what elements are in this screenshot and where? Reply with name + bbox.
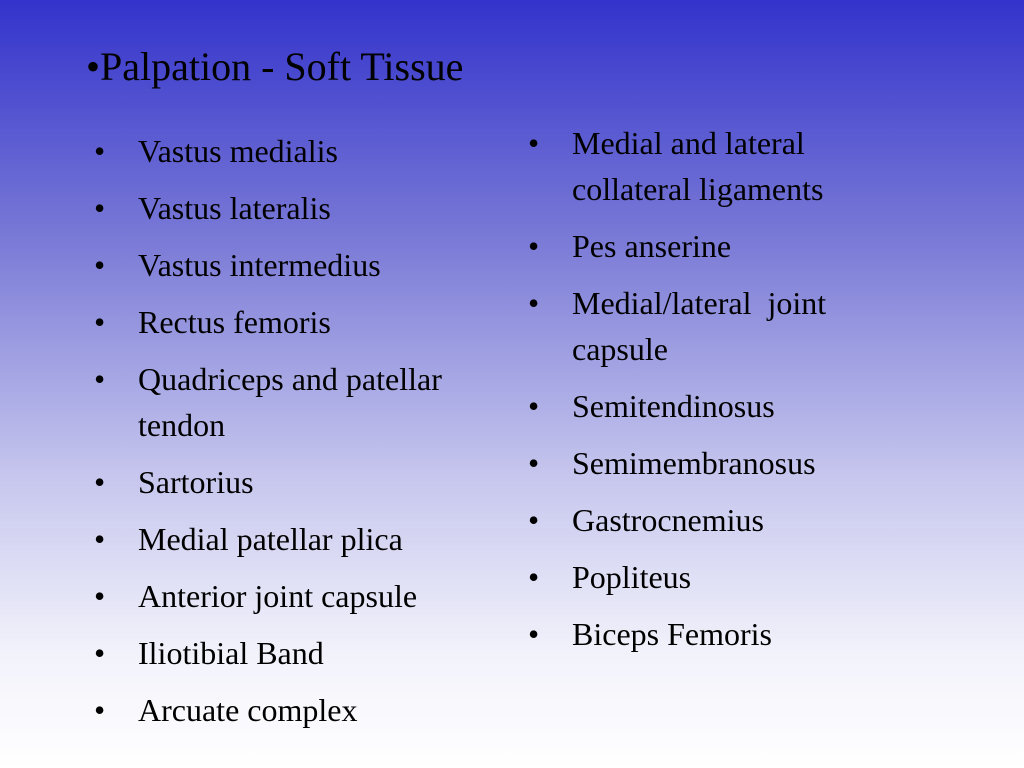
list-item <box>524 223 904 269</box>
list-item-text: Semimembranosus <box>572 445 816 481</box>
list-item-text: Medial and lateral collateral ligaments <box>572 125 824 207</box>
list-item-text: Medial patellar plica <box>138 521 403 557</box>
slide-title-text: Palpation - Soft Tissue <box>100 44 464 89</box>
list-item-text: Rectus femoris <box>138 304 331 340</box>
list-item-text: Anterior joint capsule <box>138 578 418 614</box>
slide-title <box>86 40 463 94</box>
bullet-icon: • <box>94 578 106 614</box>
list-item-text: Iliotibial Band <box>138 635 324 671</box>
bullet-icon: • <box>528 559 540 595</box>
list-item-text: Vastus medialis <box>138 133 338 169</box>
list-item <box>90 242 490 288</box>
list-item <box>90 459 490 505</box>
bullet-icon: • <box>528 125 540 161</box>
list-item <box>90 630 490 676</box>
list-item <box>524 440 904 486</box>
list-item <box>90 516 490 562</box>
list-item <box>524 497 904 543</box>
bullet-icon: • <box>94 304 106 340</box>
list-item-text: Vastus lateralis <box>138 190 331 226</box>
bullet-icon: • <box>528 616 540 652</box>
bullet-icon: • <box>528 445 540 481</box>
list-item <box>524 280 904 372</box>
bullet-icon: • <box>94 133 106 169</box>
list-item <box>524 120 904 212</box>
list-item <box>524 383 904 429</box>
bullet-icon: • <box>528 285 540 321</box>
list-item-text: Popliteus <box>572 559 692 595</box>
bullet-icon: • <box>94 521 106 557</box>
list-item <box>524 611 904 657</box>
list-item <box>90 356 490 448</box>
list-item <box>90 128 490 174</box>
list-item <box>524 554 904 600</box>
list-item <box>90 687 490 733</box>
bullet-icon: • <box>528 388 540 424</box>
list-item-text: Semitendinosus <box>572 388 775 424</box>
right-bullet-list <box>524 120 904 657</box>
list-item-text: Pes anserine <box>572 228 732 264</box>
list-item-text: Quadriceps and patellar tendon <box>138 361 442 443</box>
bullet-icon: • <box>528 228 540 264</box>
list-item-text: Vastus intermedius <box>138 247 381 283</box>
bullet-icon: • <box>94 464 106 500</box>
bullet-icon: • <box>528 502 540 538</box>
list-item <box>90 299 490 345</box>
list-item-text: Sartorius <box>138 464 254 500</box>
list-item-text: Arcuate complex <box>138 692 358 728</box>
list-item <box>90 185 490 231</box>
title-bullet: • <box>86 44 101 89</box>
bullet-icon: • <box>94 692 106 728</box>
bullet-icon: • <box>94 635 106 671</box>
list-item-text: Medial/lateral joint capsule <box>572 285 835 367</box>
bullet-icon: • <box>94 361 106 397</box>
bullet-icon: • <box>94 247 106 283</box>
list-item <box>90 573 490 619</box>
list-item-text: Biceps Femoris <box>572 616 772 652</box>
bullet-icon: • <box>94 190 106 226</box>
list-item-text: Gastrocnemius <box>572 502 764 538</box>
left-bullet-list <box>90 128 490 733</box>
